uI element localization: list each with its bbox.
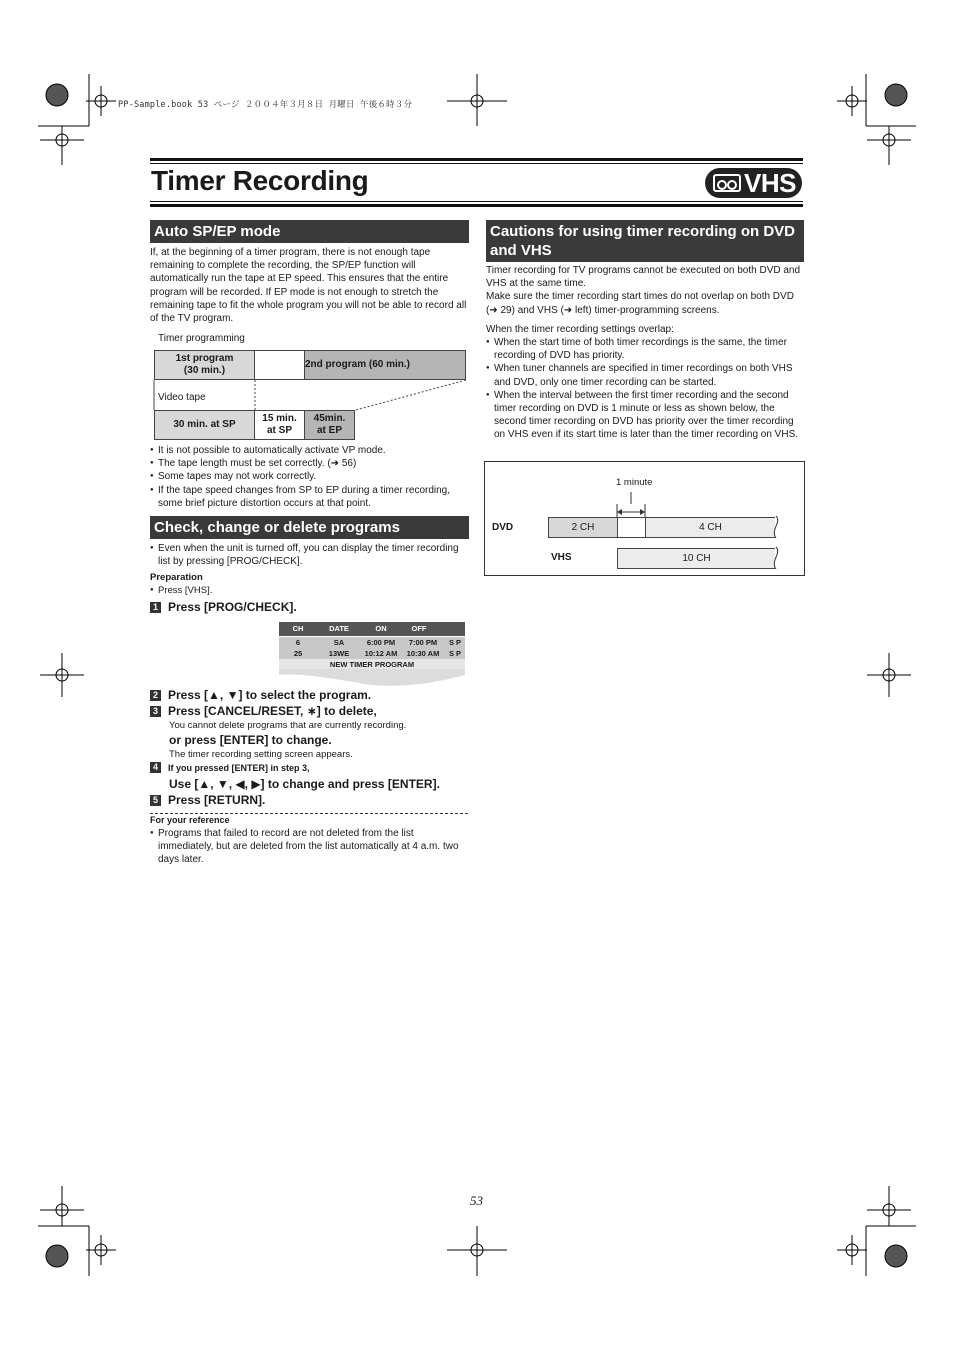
continuation-marks <box>772 514 792 572</box>
step-3-alt-note: The timer recording setting screen appears. <box>169 749 353 760</box>
cassette-icon <box>713 174 741 192</box>
tape-segment-sp-15: 15 min. at SP <box>254 410 305 440</box>
step-text: Press [CANCEL/RESET, ∗] to delete, <box>168 704 377 718</box>
dvd-gap <box>617 517 646 538</box>
second-program-box: 2nd program (60 min.) <box>304 350 466 380</box>
first-program-box: 1st program (30 min.) <box>154 350 255 380</box>
preparation-item: ● Press [VHS]. <box>150 584 212 597</box>
step-number: 3 <box>150 706 161 717</box>
step-text: Press [RETURN]. <box>168 793 266 807</box>
step-3-note: You cannot delete programs that are currently recording. <box>169 720 407 731</box>
title-rule-top-thin <box>150 163 803 164</box>
caution-item: ● When the start time of both timer recordings is the same, the timer recording of DVD has priority. <box>486 336 804 362</box>
timer-programming-label: Timer programming <box>158 333 245 344</box>
cautions-p2: Make sure the timer recording start times do not overlap on both DVD (➜ 29) and VHS (➜ left) timer-programming screens. <box>486 291 794 316</box>
overlap-diagram <box>484 461 805 576</box>
check-heading: Check, change or delete programs <box>150 516 469 539</box>
preparation-block <box>150 584 212 597</box>
page-number: 53 <box>470 1193 483 1208</box>
cautions-p1: Timer recording for TV programs cannot be executed on both DVD and VHS at the same time. <box>486 265 801 290</box>
table-row[interactable] <box>279 648 465 659</box>
reference-label: For your reference <box>150 815 230 825</box>
col-off: OFF <box>411 624 427 633</box>
check-note: ● Even when the unit is turned off, you can display the timer recording list by pressing [PROG/CHECK]. <box>150 542 468 568</box>
preparation-label: Preparation <box>150 572 203 583</box>
note-item: ● Some tapes may not work correctly. <box>150 470 468 483</box>
book-header-line: PP-Sample.book 53 ページ ２００４年３月８日 月曜日 午後６時３分 <box>118 100 413 110</box>
list-header-row <box>279 622 465 636</box>
step-3-alt: or press [ENTER] to change. <box>169 733 332 747</box>
cautions-text <box>486 264 804 442</box>
program-gap <box>254 350 305 380</box>
cell-mode: S P <box>448 638 462 647</box>
caution-item: ● When the interval between the first timer recording and the second timer recording on DVD is 1 minute or less as shown below, the second timer recording on DVD has priority over the timer recording on VHS even if its start time is later than the timer recording on VHS. <box>486 389 804 442</box>
step-1 <box>150 600 297 614</box>
step-2 <box>150 688 371 702</box>
tape-segment-ep-45: 45min. at EP <box>304 410 355 440</box>
step-4-condition <box>150 762 310 773</box>
step-condition-text: If you pressed [ENTER] in step 3, <box>168 762 310 773</box>
auto-spep-intro: If, at the beginning of a timer program, there is not enough tape remaining to complete the recording, the SP/EP function will automatically run the tape at EP speed. This ensures that the entire program will be recorded. If EP mode is not enough to stretch the remaining tape to fit the whole program you will not be able to record all of the TV program. <box>150 247 467 325</box>
col-date: DATE <box>329 624 349 633</box>
cell-off: 10:30 AM <box>406 649 440 658</box>
cell-off: 7:00 PM <box>408 638 438 647</box>
step-number: 5 <box>150 795 161 806</box>
step-3 <box>150 704 377 718</box>
vhs-badge <box>705 168 802 198</box>
vhs-badge-label: VHS <box>744 167 796 198</box>
title-rule-top <box>150 158 803 161</box>
title-rule-bottom <box>150 204 803 207</box>
new-timer-program-label: NEW TIMER PROGRAM <box>329 660 415 669</box>
page-title: Timer Recording <box>151 165 369 196</box>
dvd-segment-4ch: 4 CH <box>645 517 775 538</box>
screen-torn-edge <box>279 669 465 689</box>
video-tape-label: Video tape <box>158 392 206 403</box>
step-text: Press [PROG/CHECK]. <box>168 600 297 614</box>
title-rule-bottom-thin <box>150 201 803 202</box>
note-item: ● If the tape speed changes from SP to EP during a timer recording, some brief picture distortion occurs at that point. <box>150 484 468 510</box>
cell-mode: S P <box>448 649 462 658</box>
step-number: 1 <box>150 602 161 613</box>
caution-item: ● When tuner channels are specified in timer recordings on both VHS and DVD, only one timer recording can be started. <box>486 362 804 388</box>
cautions-p3: When the timer recording settings overlap: <box>486 323 674 335</box>
minute-arrow <box>615 492 651 518</box>
cell-ch: 25 <box>293 649 303 658</box>
step-5 <box>150 793 265 807</box>
cell-on: 10:12 AM <box>364 649 398 658</box>
reference-text: ● Programs that failed to record are not deleted from the list immediately, but are deleted from the list automatically at 4 a.m. two days later. <box>150 827 468 867</box>
vhs-label: VHS <box>551 552 572 563</box>
reference-block <box>150 827 468 867</box>
step-4: Use [▲, ▼, ◀, ▶] to change and press [ENTER]. <box>169 777 440 791</box>
dvd-segment-2ch: 2 CH <box>548 517 618 538</box>
one-minute-label: 1 minute <box>616 477 653 488</box>
cell-date: SA <box>333 638 345 647</box>
timer-list-screen <box>279 622 465 688</box>
dvd-label: DVD <box>492 522 514 533</box>
cell-on: 6:00 PM <box>366 638 396 647</box>
step-number: 2 <box>150 690 161 701</box>
cautions-heading: Cautions for using timer recording on DVD and VHS <box>486 220 804 262</box>
vhs-segment-10ch: 10 CH <box>617 548 775 569</box>
step-text: Press [▲, ▼] to select the program. <box>168 688 372 702</box>
note-item: ● The tape length must be set correctly. (➜ 56) <box>150 457 468 470</box>
auto-spep-heading: Auto SP/EP mode <box>150 220 469 243</box>
note-item: ● It is not possible to automatically activate VP mode. <box>150 444 468 457</box>
col-on: ON <box>375 624 387 633</box>
auto-spep-notes <box>150 444 468 510</box>
tape-segment-sp-30: 30 min. at SP <box>154 410 255 440</box>
table-row[interactable] <box>279 637 465 648</box>
check-note-block <box>150 542 468 568</box>
col-ch: CH <box>292 624 304 633</box>
cell-date: 13WE <box>328 649 350 658</box>
cell-ch: 6 <box>295 638 301 647</box>
step-number: 4 <box>150 762 161 773</box>
